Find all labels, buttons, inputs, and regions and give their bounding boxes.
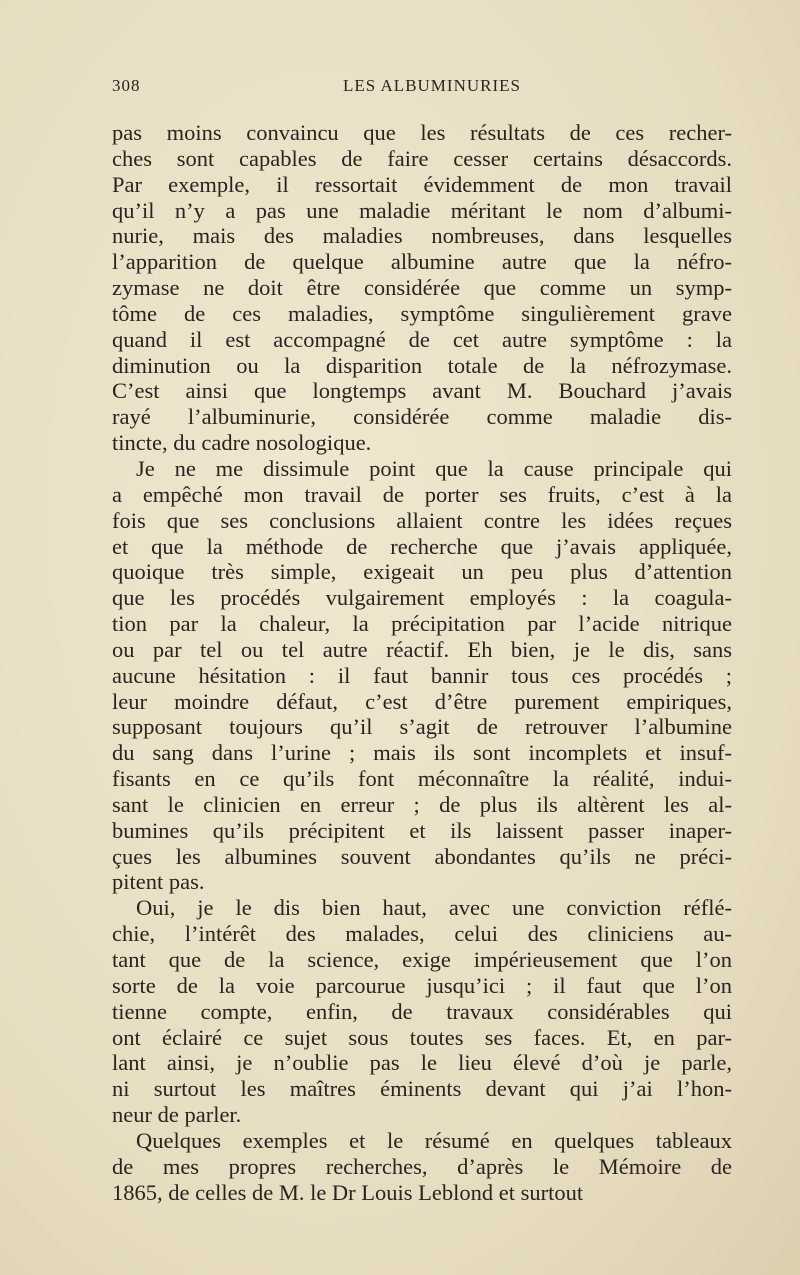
text-line: que les procédés vulgairement employés : la coagula- bbox=[112, 585, 732, 611]
text-line: tincte, du cadre nosologique. bbox=[112, 430, 372, 456]
text-line: Je ne me dissimule point que la cause principale qui bbox=[136, 455, 732, 481]
text-line: neur de parler. bbox=[112, 1102, 242, 1128]
text-line: tion par la chaleur, la précipitation par l’acide nitrique bbox=[112, 611, 732, 637]
text-line: pitent pas. bbox=[112, 869, 205, 895]
text-line: tant que de la science, exige impérieusement que l’on bbox=[112, 947, 732, 972]
text-line: ont éclairé ce sujet sous toutes ses faces. Et, en par- bbox=[112, 1024, 732, 1050]
running-title: LES ALBUMINURIES bbox=[343, 76, 521, 95]
text-line: et que la méthode de recherche que j’avais appliquée, bbox=[112, 533, 732, 559]
text-line: sant le clinicien en erreur ; de plus ils altèrent les al- bbox=[112, 791, 732, 817]
text-line: pas moins convaincu que les résultats de ces recher- bbox=[112, 120, 732, 145]
body-text bbox=[112, 120, 732, 1205]
text-line: zymase ne doit être considérée que comme un symp- bbox=[112, 275, 732, 301]
text-line: supposant toujours qu’il s’agit de retrouver l’albumine bbox=[112, 714, 732, 740]
text-line: lant ainsi, je n’oublie pas le lieu élevé d’où je parle, bbox=[112, 1050, 732, 1076]
text-line: C’est ainsi que longtemps avant M. Bouchard j’avais bbox=[112, 378, 732, 404]
text-line: fois que ses conclusions allaient contre les idées reçues bbox=[112, 507, 732, 533]
text-line: çues les albumines souvent abondantes qu’ils ne préci- bbox=[112, 843, 732, 869]
text-line: 1865, de celles de M. le Dr Louis Leblond et surtout bbox=[112, 1179, 584, 1205]
text-line: qu’il n’y a pas une maladie méritant le nom d’albumi- bbox=[112, 197, 732, 223]
text-line: tienne compte, enfin, de travaux considérables qui bbox=[112, 998, 732, 1024]
text-line: ches sont capables de faire cesser certains désaccords. bbox=[112, 145, 732, 171]
text-line: quand il est accompagné de cet autre symptôme : la bbox=[112, 326, 732, 352]
paragraph bbox=[112, 456, 732, 895]
text-line: fisants en ce qu’ils font méconnaître la réalité, indui- bbox=[112, 766, 732, 792]
text-line: Oui, je le dis bien haut, avec une conviction réflé- bbox=[136, 895, 732, 921]
text-line: Par exemple, il ressortait évidemment de mon travail bbox=[112, 171, 732, 197]
text-line: aucune hésitation : il faut bannir tous ces procédés ; bbox=[112, 662, 732, 688]
text-line: rayé l’albuminurie, considérée comme maladie dis- bbox=[112, 404, 732, 430]
running-head bbox=[112, 76, 732, 100]
text-line: du sang dans l’urine ; mais ils sont incomplets et insuf- bbox=[112, 740, 732, 766]
text-line: tôme de ces maladies, symptôme singulièrement grave bbox=[112, 300, 732, 326]
text-line: sorte de la voie parcourue jusqu’ici ; il faut que l’on bbox=[112, 972, 732, 998]
paragraph bbox=[112, 895, 732, 1128]
text-line: a empêché mon travail de porter ses fruits, c’est à la bbox=[112, 481, 732, 507]
text-line: quoique très simple, exigeait un peu plus d’attention bbox=[112, 559, 732, 585]
text-line: Quelques exemples et le résumé en quelques tableaux bbox=[136, 1127, 732, 1153]
text-line: bumines qu’ils précipitent et ils laissent passer inaper- bbox=[112, 817, 732, 843]
text-line: diminution ou la disparition totale de la néfrozymase. bbox=[112, 352, 732, 378]
paragraph bbox=[112, 120, 732, 456]
text-line: leur moindre défaut, c’est d’être purement empiriques, bbox=[112, 688, 732, 714]
text-line: l’apparition de quelque albumine autre que la néfro- bbox=[112, 249, 732, 275]
text-line: ou par tel ou tel autre réactif. Eh bien, je le dis, sans bbox=[112, 636, 732, 662]
text-line: de mes propres recherches, d’après le Mémoire de bbox=[112, 1153, 732, 1179]
text-line: nurie, mais des maladies nombreuses, dans lesquelles bbox=[112, 223, 732, 249]
page-number: 308 bbox=[112, 76, 141, 95]
text-line: ni surtout les maîtres éminents devant qui j’ai l’hon- bbox=[112, 1076, 732, 1102]
paragraph bbox=[112, 1128, 732, 1206]
text-line: chie, l’intérêt des malades, celui des cliniciens au- bbox=[112, 921, 732, 947]
